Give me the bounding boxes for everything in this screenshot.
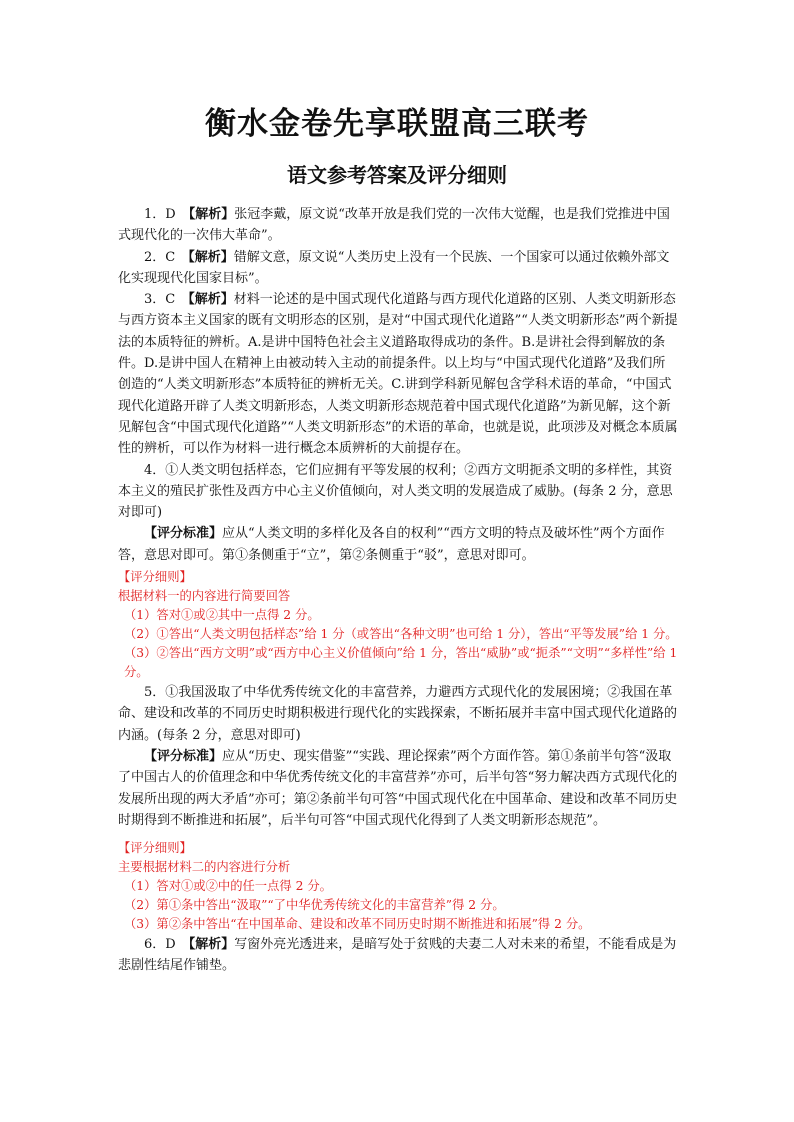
answer-1-text: 张冠李戴，原文说“改革开放是我们党的一次伟大觉醒，也是我们党推进中国式现代化的一次伟大革命”。 (118, 207, 670, 244)
answer-5-standard-tag: 【评分标准】 (144, 748, 223, 764)
answer-4-detail-line: （2）①答出“人类文明包括样态”给 1 分（或答出“各种文明”也可给 1 分），答出“平等发展”给 1 分。 (124, 627, 678, 642)
answer-4-detail-line: （1）答对①或②其中一点得 2 分。 (124, 608, 320, 623)
answer-3-tag: 【解析】 (188, 292, 234, 308)
answer-5-standard (118, 746, 678, 831)
answer-4-standard-tag: 【评分标准】 (144, 526, 223, 542)
document-subtitle: 语文参考答案及评分细则 (287, 163, 507, 187)
answer-5-standard-text: 应从“历史、现实借鉴”“实践、理论探索”两个方面作答。第①条前半句答“汲取了中国古人的价值理念和中华优秀传统文化的丰富营养”亦可，后半句答“努力解决西方式现代化的发展所出现的两大矛盾”亦可；第②条前半句可答“中国式现代化在中国革命、建设和改革不同历史时期得到不断推进和拓展”，后半句可答“中国式现代化得到了人类文明新形态规范”。 (118, 748, 678, 828)
answer-4-detail-head: 【评分细则】 (118, 570, 192, 585)
answer-4-standard (118, 523, 678, 566)
document-title: 衡水金卷先享联盟高三联考 (205, 106, 589, 142)
answer-5: 5．①我国汲取了中华优秀传统文化的丰富营养，力避西方式现代化的发展困境；②我国在革命、建设和改革的不同历史时期积极进行现代化的实践探索，不断拓展并丰富中国式现代化道路的内涵。(每条 2 分，意思对即可) (118, 685, 678, 743)
answer-5-detail-line: （3）第②条中答出“在中国革命、建设和改革不同历史时期不断推进和拓展”得 2 分。 (124, 917, 591, 932)
answer-2-tag: 【解析】 (188, 249, 234, 265)
answer-5-detail-head: 【评分细则】 (118, 841, 192, 856)
answer-6-text: 写窗外亮光透进来，是暗写处于贫贱的夫妻二人对未来的希望，不能看成是为悲剧性结尾作铺垫。 (118, 937, 677, 974)
answer-5-detail-line: 主要根据材料二的内容进行分析 (118, 860, 291, 875)
answer-4-standard-text: 应从“人类文明的多样化及各自的权利”“西方文明的特点及破坏性”两个方面作答，意思对即可。第①条侧重于“立”，第②条侧重于“驳”，意思对即可。 (118, 526, 665, 563)
answer-3-text: 材料一论述的是中国式现代化道路与西方现代化道路的区别、人类文明新形态与西方资本主义国家的既有文明形态的区别，是对“中国式现代化道路”“人类文明新形态”两个新提法的本质特征的辨析。A.是讲中国特色社会主义道路取得成功的条件。B.是讲社会得到解放的条件。D.是讲中国人在精神上由被动转入主动的前提条件。以上均与“中国式现代化道路”及我们所创造的“人类文明新形态”本质特征的辨析无关。C.讲到学科新见解包含学科术语的革命，“中国式现代化道路开辟了人类文明新形态，人类文明新形态规范着中国式现代化道路”为新见解，这个新见解包含“中国式现代化道路”“人类文明新形态”的术语的革命，也就是说，此项涉及对概念本质属性的辨析，可以作为材料一进行概念本质辨析的大前提存在。 (118, 292, 678, 457)
answer-2-number: 2．C (144, 249, 189, 265)
answer-2-text: 错解文意，原文说“人类历史上没有一个民族、一个国家可以通过依赖外部文化实现现代化国家目标”。 (118, 249, 670, 286)
answer-5-detail-line: （1）答对①或②中的任一点得 2 分。 (124, 879, 332, 894)
answer-5-detail-line: （2）第①条中答出“汲取”“了中华优秀传统文化的丰富营养”得 2 分。 (124, 898, 505, 913)
answer-6 (118, 934, 678, 977)
answer-6-tag: 【解析】 (188, 937, 235, 953)
answer-content (118, 204, 678, 977)
answer-2 (118, 247, 678, 290)
answer-1 (118, 204, 678, 247)
answer-4: 4．①人类文明包括样态，它们应拥有平等发展的权利；②西方文明扼杀文明的多样性，其资本主义的殖民扩张性及西方中心主义价值倾向，对人类文明的发展造成了威胁。(每条 2 分，意思对即可) (118, 462, 673, 521)
answer-3 (118, 289, 678, 459)
answer-1-number: 1．D (144, 207, 189, 222)
answer-4-detail-line: （3）②答出“西方文明”或“西方中心主义价值倾向”给 1 分，答出“威胁”或“扼杀”“文明”“多样性”给 1 分。 (124, 646, 678, 680)
answer-6-number: 6．D (144, 937, 189, 953)
answer-3-number: 3．C (144, 292, 189, 308)
answer-4-detail-line: 根据材料一的内容进行简要回答 (118, 589, 291, 604)
answer-1-tag: 【解析】 (188, 207, 235, 222)
